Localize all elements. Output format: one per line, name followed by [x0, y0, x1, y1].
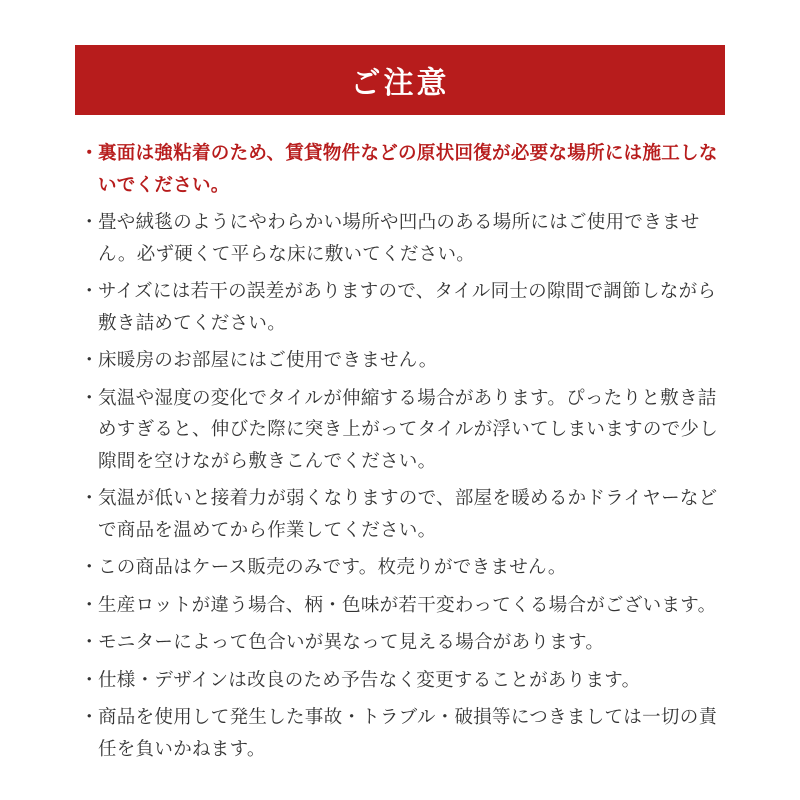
bullet-marker: ・	[80, 387, 99, 409]
caution-note	[80, 276, 720, 339]
bullet-marker: ・	[80, 281, 99, 302]
caution-note	[80, 345, 720, 377]
caution-note	[80, 627, 720, 659]
note-text: この商品はケース販売のみです。枚売りができません。	[98, 557, 567, 578]
caution-note	[80, 207, 720, 270]
bullet-marker: ・	[80, 707, 99, 728]
note-text: 仕様・デザインは改良のため予告なく変更することがあります。	[98, 669, 641, 691]
note-text: モニターによって色合いが異なって見える場合があります。	[98, 632, 605, 653]
note-text: 床暖房のお部屋にはご使用できません。	[98, 350, 438, 371]
caution-note	[80, 702, 720, 765]
page-title: ご注意	[350, 66, 450, 101]
note-text: 畳や絨毯のようにやわらかい場所や凹凸のある場所にはご使用できません。必ず硬くて平らな床に敷いてください。	[98, 212, 700, 265]
caution-notes-list	[80, 138, 720, 771]
note-text: 裏面は強粘着のため、賃貸物件などの原状回復が必要な場所には施工しないでください。	[98, 143, 718, 196]
caution-header-banner	[75, 45, 725, 115]
caution-note	[80, 552, 720, 584]
bullet-marker: ・	[80, 594, 99, 616]
note-text: 気温が低いと接着力が弱くなりますので、部屋を暖めるかドライヤーなどで商品を温めてから作業してください。	[98, 488, 718, 541]
note-text: 商品を使用して発生した事故・トラブル・破損等につきましては一切の責任を負いかねます。	[98, 707, 718, 760]
bullet-marker: ・	[80, 350, 99, 371]
bullet-marker: ・	[80, 632, 99, 653]
bullet-marker: ・	[80, 488, 99, 509]
note-text: 生産ロットが違う場合、柄・色味が若干変わってくる場合がございます。	[98, 594, 717, 616]
caution-note	[80, 665, 720, 697]
note-text: サイズには若干の誤差がありますので、タイル同士の隙間で調節しながら敷き詰めてください。	[98, 281, 717, 334]
bullet-marker: ・	[80, 212, 99, 233]
bullet-marker: ・	[80, 557, 99, 578]
caution-note	[80, 590, 720, 622]
caution-note	[80, 383, 720, 478]
caution-note	[80, 483, 720, 546]
caution-note	[80, 138, 720, 201]
bullet-marker: ・	[80, 669, 99, 691]
bullet-marker: ・	[80, 143, 99, 164]
note-text: 気温や湿度の変化でタイルが伸縮する場合があります。ぴったりと敷き詰めすぎると、伸びた際に突き上がってタイルが浮いてしまいますので少し隙間を空けながら敷きこんでください。	[98, 387, 719, 472]
